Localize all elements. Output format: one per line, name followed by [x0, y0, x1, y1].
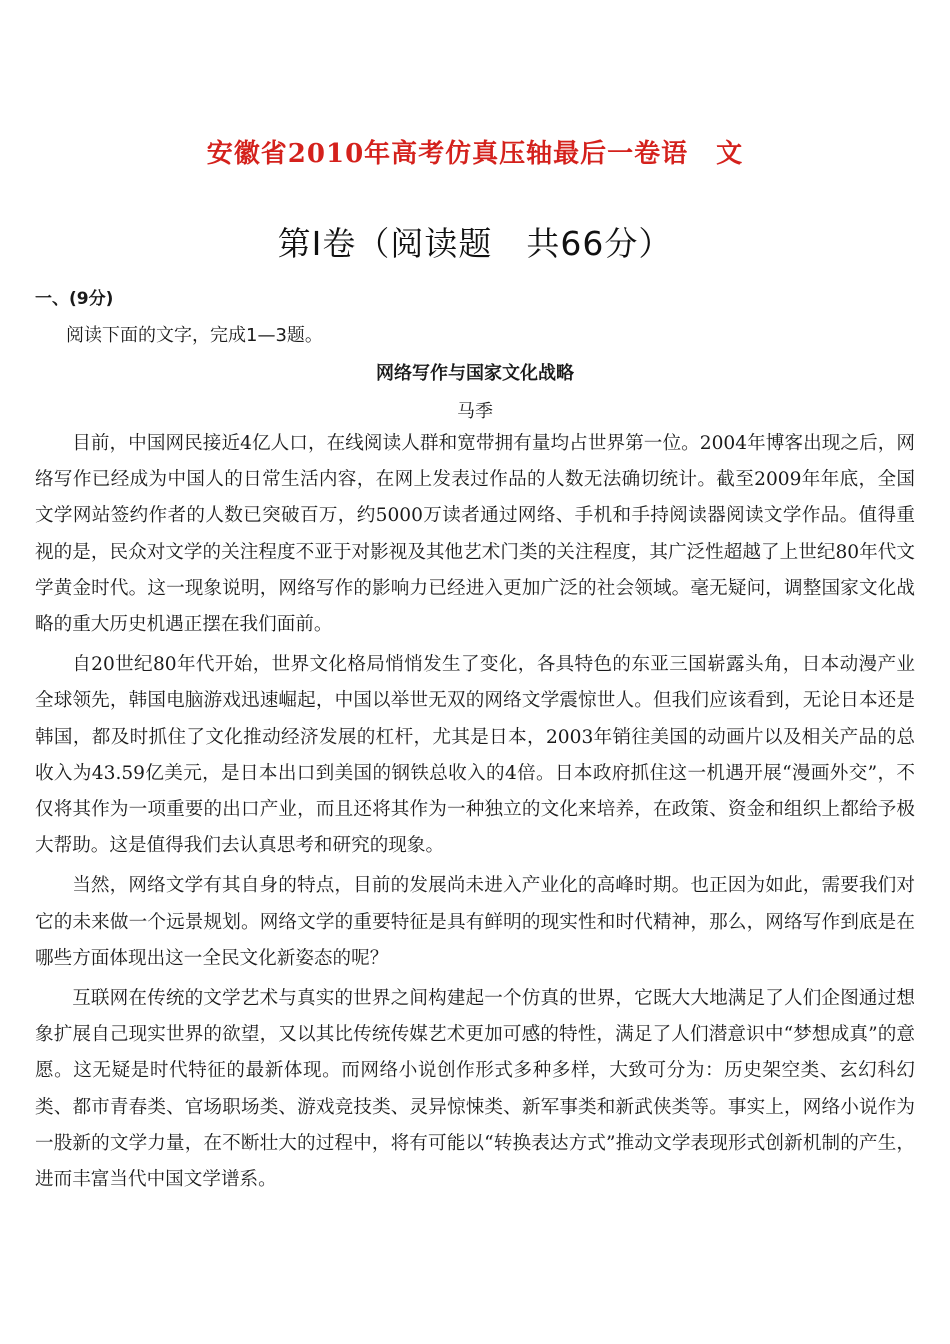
part-title-main: 第Ⅰ卷（阅读题 — [277, 224, 493, 263]
article-paragraph-2: 自20世纪80年代开始，世界文化格局悄悄发生了变化，各具特色的东亚三国崭露头角，日本动漫产业全球领先，韩国电脑游戏迅速崛起，中国以举世无双的网络文学震惊世人。但我们应该看到，无论日本还是韩国，都及时抓住了文化推动经济发展的杠杆，尤其是日本，2003年销往美国的动画片以及相关产品的总收入为43.59亿美元，是日本出口到美国的钢铁总收入的4倍。日本政府抓住这一机遇开展“漫画外交”，不仅将其作为一项重要的出口产业，而且还将其作为一种独立的文化来培养，在政策、资金和组织上都给予极大帮助。这是值得我们去认真思考和研究的现象。 — [35, 654, 915, 857]
part-title-tail: 共66分） — [526, 224, 673, 263]
part-title — [0, 218, 950, 265]
article-paragraph-1: 目前，中国网民接近4亿人口，在线阅读人群和宽带拥有量均占世界第一位。2004年博客出现之后，网络写作已经成为中国人的日常生活内容，在网上发表过作品的人数无法确切统计。截至2009年年底，全国文学网站签约作者的人数已突破百万，约5000万读者通过网络、手机和手持阅读器阅读文学作品。值得重视的是，民众对文学的关注程度不亚于对影视及其他艺术门类的关注程度，其广泛性超越了上世纪80年代文学黄金时代。这一现象说明，网络写作的影响力已经进入更加广泛的社会领域。毫无疑问，调整国家文化战略的重大历史机遇正摆在我们面前。 — [35, 433, 915, 636]
document-title — [0, 133, 950, 170]
section-label: 一、(9分) — [35, 289, 114, 309]
document-title-tail: 文 — [716, 139, 744, 169]
article-title: 网络写作与国家文化战略 — [376, 363, 574, 384]
document-title-main: 安徽省2010年高考仿真压轴最后一卷语 — [206, 139, 689, 169]
article-paragraph-3: 当然，网络文学有其自身的特点，目前的发展尚未进入产业化的高峰时期。也正因为如此，需要我们对它的未来做一个远景规划。网络文学的重要特征是具有鲜明的现实性和时代精神，那么，网络写作到底是在哪些方面体现出这一全民文化新姿态的呢？ — [35, 875, 915, 969]
article-body — [35, 426, 915, 1198]
reading-instruction: 阅读下面的文字，完成1—3题。 — [66, 325, 323, 346]
article-paragraph-4: 互联网在传统的文学艺术与真实的世界之间构建起一个仿真的世界，它既大大地满足了人们企图通过想象扩展自己现实世界的欲望，又以其比传统传媒艺术更加可感的特性，满足了人们潜意识中“梦想成真”的意愿。这无疑是时代特征的最新体现。而网络小说创作形式多种多样，大致可分为：历史架空类、玄幻科幻类、都市青春类、官场职场类、游戏竞技类、灵异惊悚类、新军事类和新武侠类等。事实上，网络小说作为一股新的文学力量，在不断壮大的过程中，将有可能以“转换表达方式”推动文学表现形式创新机制的产生，进而丰富当代中国文学谱系。 — [35, 988, 915, 1191]
article-author: 马季 — [457, 401, 493, 422]
